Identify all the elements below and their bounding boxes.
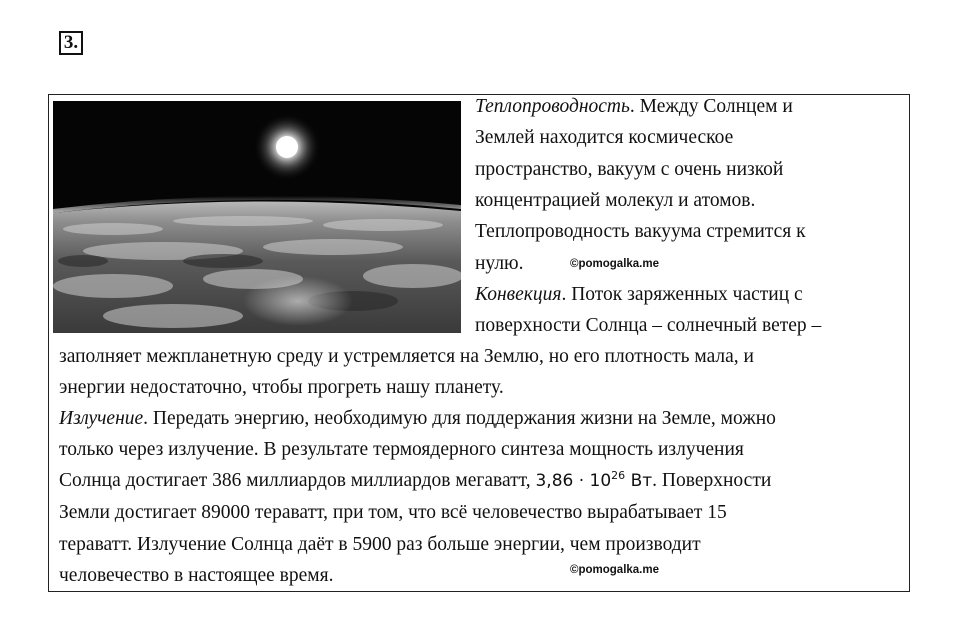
text-line: тераватт. Излучение Солнца даёт в 5900 раз больше энергии, чем производит: [59, 534, 701, 555]
text-line: энергии недостаточно, чтобы прогреть нашу планету.: [59, 377, 504, 398]
problem-number: 3.: [59, 31, 83, 55]
text-line: нулю.: [475, 253, 524, 274]
text-line: пространство, вакуум с очень низкой: [475, 159, 784, 180]
text-line: концентрацией молекул и атомов.: [475, 190, 756, 211]
power-formula: $3,86 \cdot 10^{26}$ Вт: [535, 469, 653, 491]
watermark: ©pomogalka.me: [570, 564, 659, 576]
text-line: Теплопроводность. Между Солнцем и: [475, 96, 793, 117]
watermark: ©pomogalka.me: [570, 258, 659, 270]
text-line: только через излучение. В результате термоядерного синтеза мощность излучения: [59, 439, 744, 460]
text-line: Солнца достигает 386 миллиардов миллиардов мегаватт, $3,86 \cdot 10^{26}$ Вт. Поверхности: [59, 469, 772, 491]
term-radiation: Излучение: [59, 408, 144, 429]
term-heat-conduction: Теплопроводность: [475, 96, 630, 117]
text-line: Конвекция. Поток заряженных частиц с: [475, 284, 803, 305]
text-line: Земли достигает 89000 тераватт, при том, что всё человечество вырабатывает 15: [59, 502, 727, 523]
text-line: Теплопроводность вакуума стремится к: [475, 221, 806, 242]
term-convection: Конвекция: [475, 284, 562, 305]
earth-photo-icon: [53, 101, 461, 333]
text-line: Землей находится космическое: [475, 127, 734, 148]
text-line: Излучение. Передать энергию, необходимую для поддержания жизни на Земле, можно: [59, 408, 776, 429]
text-line: поверхности Солнца – солнечный ветер –: [475, 315, 822, 336]
text-line: человечество в настоящее время.: [59, 565, 334, 586]
text-line: заполняет межпланетную среду и устремляется на Землю, но его плотность мала, и: [59, 346, 754, 367]
earth-horizon-illustration: [53, 101, 461, 333]
